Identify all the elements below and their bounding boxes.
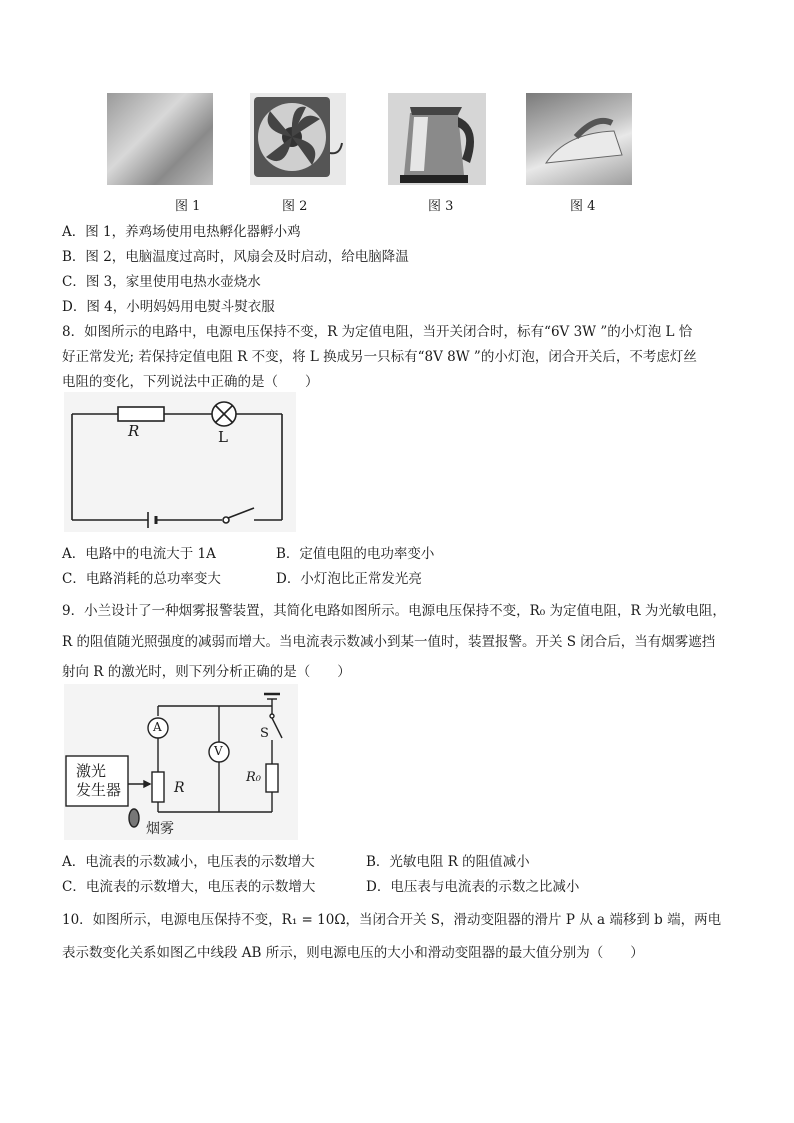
figure-2-caption: 图 2 [282,199,308,214]
q8-circuit-diagram [64,392,296,532]
q8-stem-line-3: 电阻的变化，下列说法中正确的是（ ） [62,374,319,390]
q9-circuit-diagram [64,684,298,840]
q8-option-a: A．电路中的电流大于 1A [62,546,216,562]
smoke-label: 烟雾 [146,821,174,837]
figure-4-caption: 图 4 [570,199,596,214]
voltmeter-icon: V [214,744,223,758]
q9-option-c: C．电流表的示数增大，电压表的示数增大 [62,879,316,895]
ammeter-icon: A [153,720,162,734]
figure-3-kettle-photo [388,93,486,185]
q7-option-c: C．图 3，家里使用电热水壶烧水 [62,274,261,290]
fan-icon [250,93,346,185]
laser-generator-label: 激光 发生器 [76,762,122,799]
q9-option-d: D．电压表与电流表的示数之比减小 [366,879,580,895]
q9-resistor-label: R [174,780,185,796]
kettle-icon [388,93,486,185]
q9-option-b: B．光敏电阻 R 的阻值减小 [366,854,530,870]
q9-stem-line-3: 射向 R 的激光时，则下列分析正确的是（ ） [62,664,351,680]
q9-option-a: A．电流表的示数减小，电压表的示数增大 [62,854,315,870]
q8-lamp-label: L [218,428,228,446]
q9-switch-label: S [260,726,269,741]
q8-stem-line-1: 8．如图所示的电路中，电源电压保持不变，R 为定值电阻，当开关闭合时，标有“6V 3W ”的小灯泡 L 恰 [62,324,693,340]
figure-4-iron-photo [526,93,632,185]
q10-stem-line-1: 10．如图所示，电源电压保持不变，R₁ = 10Ω，当闭合开关 S，滑动变阻器的滑片 P 从 a 端移到 b 端，两电 [62,912,722,928]
figure-1-caption: 图 1 [175,199,201,214]
q9-stem-line-2: R 的阻值随光照强度的减弱而增大。当电流表示数减小到某一值时，装置报警。开关 S 闭合后，当有烟雾遮挡 [62,634,716,650]
iron-icon [526,93,632,185]
q8-option-c: C．电路消耗的总功率变大 [62,571,221,587]
q7-option-a: A．图 1，养鸡场使用电热孵化器孵小鸡 [62,224,301,240]
q7-option-d: D．图 4，小明妈妈用电熨斗熨衣服 [62,299,275,315]
figure-3-caption: 图 3 [428,199,454,214]
q9-stem-line-1: 9．小兰设计了一种烟雾报警装置，其简化电路如图所示。电源电压保持不变，R₀ 为定值电阻，R 为光敏电阻， [62,603,726,619]
q8-option-d: D．小灯泡比正常发光亮 [276,571,422,587]
figure-2-fan-photo [250,93,346,185]
q8-stem-line-2: 好正常发光; 若保持定值电阻 R 不变，将 L 换成另一只标有“8V 8W ”的小灯泡，闭合开关后，不考虑灯丝 [62,349,697,365]
q8-option-b: B．定值电阻的电功率变小 [276,546,435,562]
q10-stem-line-2: 表示数变化关系如图乙中线段 AB 所示，则电源电压的大小和滑动变阻器的最大值分别为（ ） [62,945,644,961]
figure-1-photo [107,93,213,185]
q8-resistor-label: R [128,422,140,440]
q9-fixed-resistor-label: R₀ [246,770,261,785]
q7-option-b: B．图 2，电脑温度过高时，风扇会及时启动，给电脑降温 [62,249,409,265]
